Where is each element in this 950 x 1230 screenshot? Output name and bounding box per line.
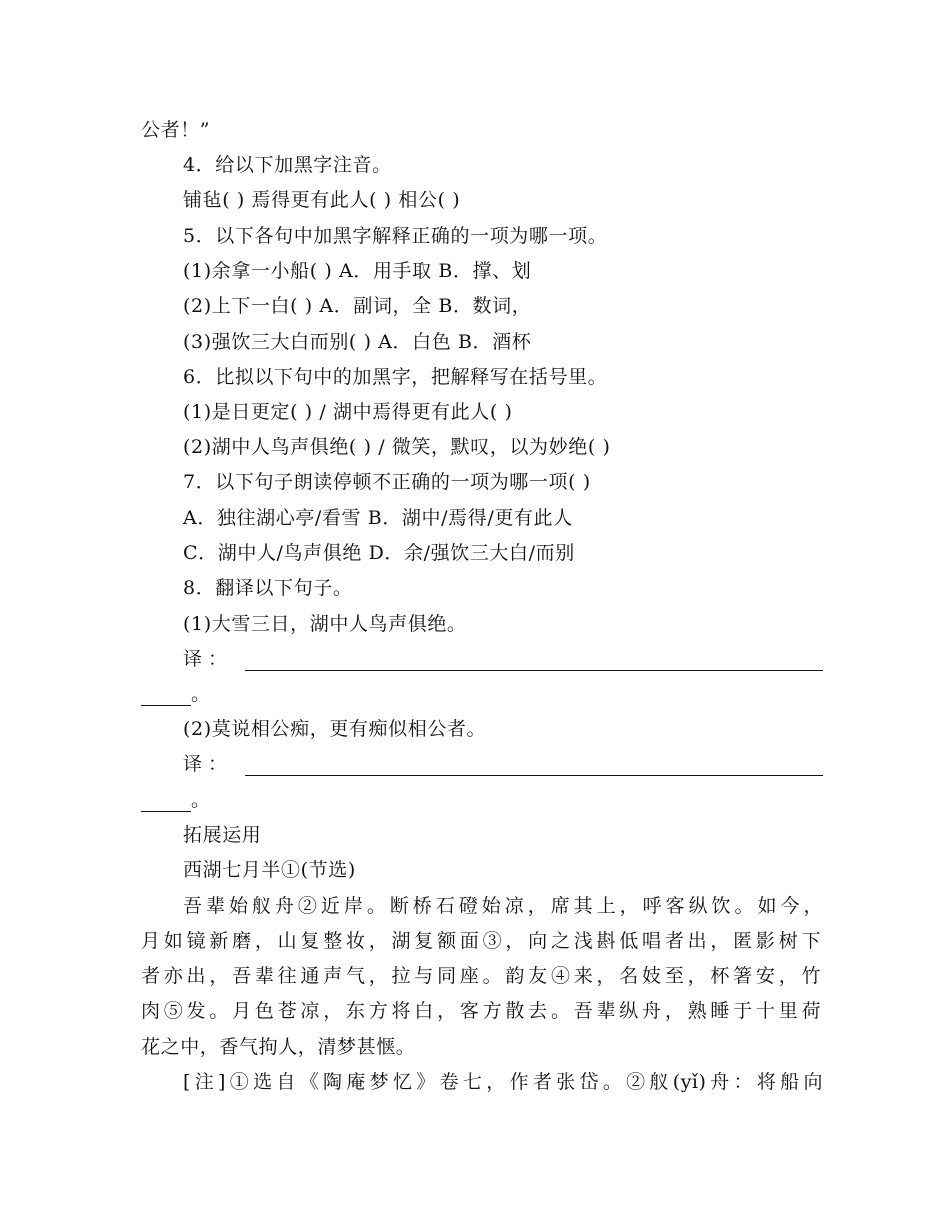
translation-row-1	[183, 647, 823, 671]
section-heading-extension: 拓展运用	[183, 824, 262, 846]
question-6-item-1: (1)是日更定( ) / 湖中焉得更有此人( )	[183, 401, 513, 423]
question-5: 5．以下各句中加黑字解释正确的一项为哪一项。	[183, 225, 608, 247]
question-6-item-2: (2)湖中人鸟声俱绝( ) / 微笑，默叹，以为妙绝( )	[183, 436, 611, 458]
question-5-item-3: (3)强饮三大白而别( ) A．白色 B．酒杯	[183, 331, 532, 353]
translation-row-2	[183, 752, 823, 776]
passage-line-2: 月如镜新磨，山复整妆，湖复额面③，向之浅斟低唱者出，匿影树下	[141, 930, 821, 952]
translation-row-2-end	[141, 788, 821, 812]
passage-note: [注]①选自《陶庵梦忆》卷七，作者张岱。②舣(yǐ)舟：将船向	[183, 1071, 823, 1093]
translation-row-1-end	[141, 682, 821, 706]
question-6: 6．比拟以下句中的加黑字，把解释写在括号里。	[183, 366, 608, 388]
question-7-options-cd: C．湖中人/鸟声俱绝 D．余/强饮三大白/而别	[183, 542, 575, 564]
answer-blank-line-end[interactable]	[141, 687, 191, 706]
passage-line-4: 肉⑤发。月色苍凉，东方将白，客方散去。吾辈纵舟，熟睡于十里荷	[141, 1000, 821, 1022]
question-7: 7．以下句子朗读停顿不正确的一项为哪一项( )	[183, 471, 591, 493]
question-7-options-ab: A．独往湖心亭/看雪 B．湖中/焉得/更有此人	[183, 507, 573, 529]
answer-blank-line[interactable]	[245, 757, 823, 776]
passage-line-1: 吾辈始舣舟②近岸。断桥石磴始凉，席其上，呼客纵饮。如今，	[183, 895, 823, 917]
question-8-sentence-2: (2)莫说相公痴，更有痴似相公者。	[183, 718, 487, 740]
passage-line-5: 花之中，香气拘人，清梦甚惬。	[141, 1036, 416, 1058]
question-5-item-1: (1)余拿一小船( ) A．用手取 B．撑、划	[183, 260, 532, 282]
passage-title: 西湖七月半①(节选)	[183, 859, 356, 881]
translation-label: 译：	[183, 648, 234, 670]
translation-label: 译：	[183, 753, 234, 775]
question-4-items: 铺毡( ) 焉得更有此人( ) 相公( )	[183, 189, 461, 211]
question-8: 8．翻译以下句子。	[183, 577, 353, 599]
period-mark: 。	[191, 683, 211, 705]
passage-line-3: 者亦出，吾辈往通声气，拉与同座。韵友④来，名妓至，杯箸安，竹	[141, 965, 821, 987]
text-line-continuation: 公者！”	[141, 119, 211, 141]
answer-blank-line[interactable]	[245, 652, 823, 671]
question-8-sentence-1: (1)大雪三日，湖中人鸟声俱绝。	[183, 613, 467, 635]
answer-blank-line-end[interactable]	[141, 793, 191, 812]
period-mark: 。	[191, 789, 211, 811]
question-5-item-2: (2)上下一白( ) A．副词，全 B．数词，	[183, 295, 532, 317]
question-4: 4．给以下加黑字注音。	[183, 154, 392, 176]
